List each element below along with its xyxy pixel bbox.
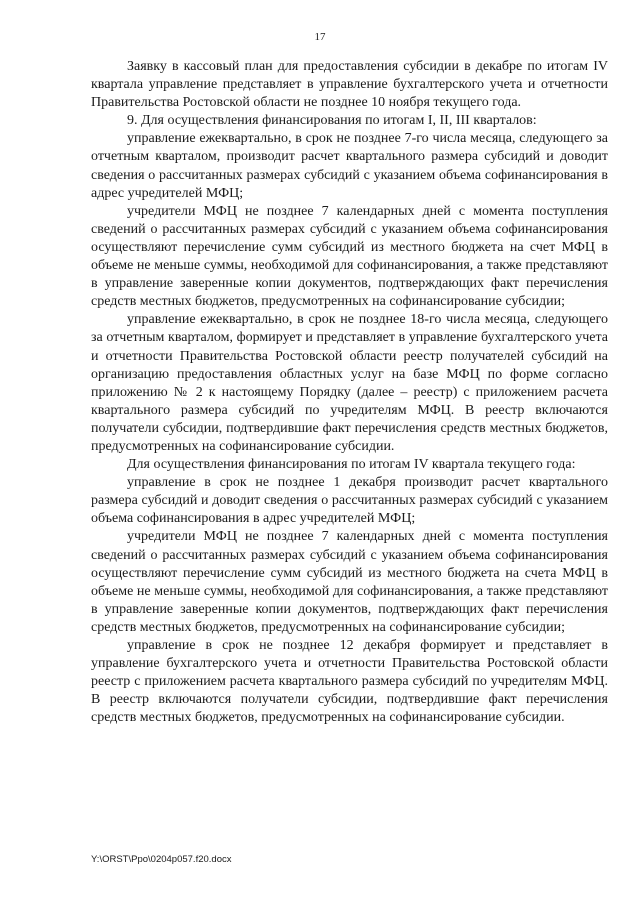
paragraph: управление в срок не позднее 12 декабря формирует и представляет в управление бухгалтерского учета и отчетности Правительства Ростовской области реестр с приложением расчета квартального размера субсидий по учредителям МФЦ. В реестр включаются получатели субсидии, подтвердившие факт перечисления средств местных бюджетов, предусмотренных на софинансирование субсидии.: [91, 638, 608, 726]
paragraph: Для осуществления финансирования по итогам IV квартала текущего года:: [127, 457, 576, 473]
document-body: [91, 58, 608, 727]
paragraph: управление ежеквартально, в срок не позднее 7-го числа месяца, следующего за отчетным кварталом, производит расчет квартального размера субсидий и доводит сведения о рассчитанных размерах субсидий с указанием объема софинансирования в адрес учредителей МФЦ;: [91, 131, 608, 201]
paragraph: Заявку в кассовый план для предоставления субсидии в декабре по итогам IV квартала управление представляет в управление бухгалтерского учета и отчетности Правительства Ростовской области не позднее 10 ноября текущего года.: [91, 59, 608, 111]
paragraph: 9. Для осуществления финансирования по итогам I, II, III кварталов:: [127, 113, 537, 129]
footer-file-path: Y:\ORST\Ppo\0204p057.f20.docx: [91, 854, 232, 865]
paragraph: учредители МФЦ не позднее 7 календарных дней с момента поступления сведений о рассчитанных размерах субсидий с указанием объема софинансирования осуществляют перечисление сумм субсидий из местного бюджета на счет МФЦ в объеме не меньше суммы, необходимой для софинансирования, а также представляют в управление заверенные копии документов, подтверждающих факт перечисления средств местных бюджетов, предусмотренных на софинансирование субсидии;: [91, 203, 608, 310]
paragraph: управление ежеквартально, в срок не позднее 18-го числа месяца, следующего за отчетным кварталом, формирует и представляет в управление бухгалтерского учета и отчетности Правительства Ростовской области реестр получателей субсидий на организацию предоставления областных услуг на базе МФЦ по форме согласно приложению № 2 к настоящему Порядку (далее – реестр) с приложением расчета квартального размера субсидий по учредителям МФЦ. В реестр включаются получатели субсидии, подтвердившие факт перечисления средств местных бюджетов, предусмотренных на софинансирование субсидии.: [91, 312, 608, 454]
page-number: 17: [314, 31, 326, 43]
paragraph: управление в срок не позднее 1 декабря производит расчет квартального размера субсидий и доводит сведения о рассчитанных размерах субсидий с указанием объема софинансирования в адрес учредителей МФЦ;: [91, 475, 608, 527]
paragraph: учредители МФЦ не позднее 7 календарных дней с момента поступления сведений о рассчитанных размерах субсидий с указанием объема софинансирования осуществляют перечисление сумм субсидий из местного бюджета на счета МФЦ в объеме не меньше суммы, необходимой для софинансирования, а также представляют в управление заверенные копии документов, подтверждающих факт перечисления средств местных бюджетов, предусмотренных на софинансирование субсидии;: [91, 529, 608, 635]
